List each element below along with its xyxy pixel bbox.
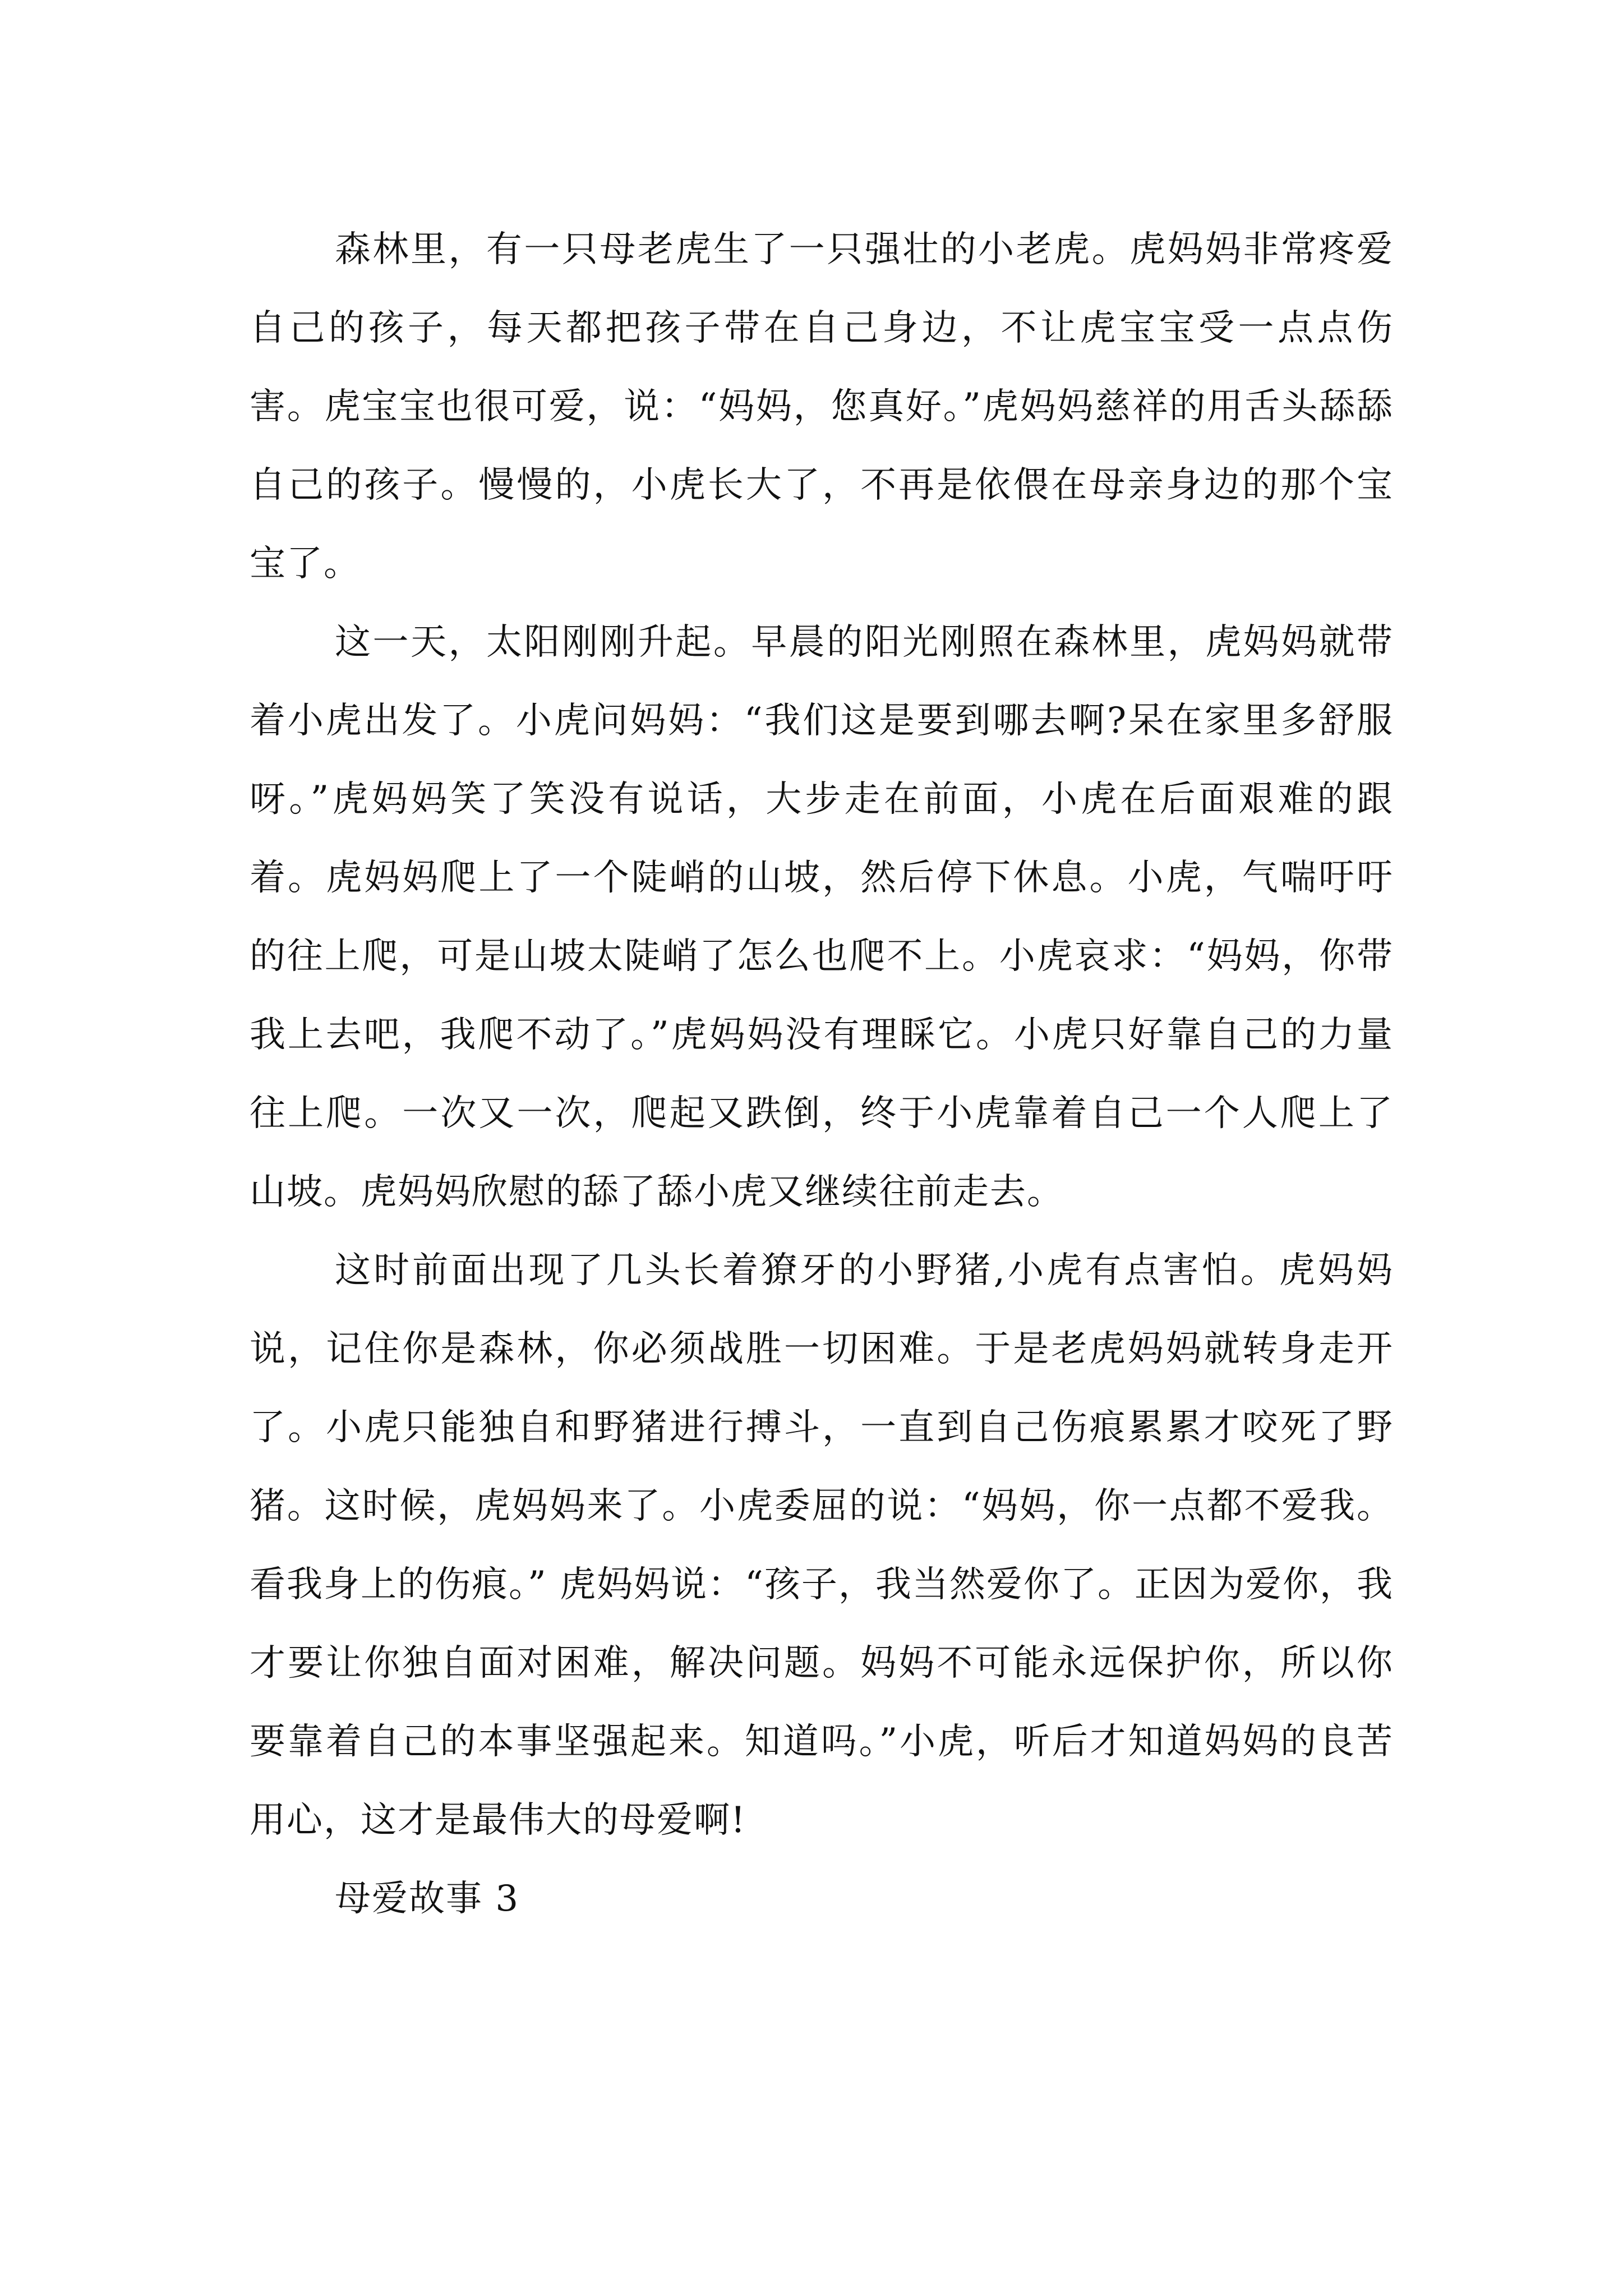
paragraph-1: 森林里，有一只母老虎生了一只强壮的小老虎。虎妈妈非常疼爱自己的孩子，每天都把孩子带在自己身边，不让虎宝宝受一点点伤害。虎宝宝也很可爱，说：“妈妈，您真好。”虎妈妈慈祥的用舌头舔舔自己的孩子。慢慢的，小虎长大了，不再是依偎在母亲身边的那个宝宝了。 (250, 229, 1394, 585)
section-heading: 母爱故事 3 (335, 1878, 520, 1920)
paragraph-2: 这一天，太阳刚刚升起。早晨的阳光刚照在森林里，虎妈妈就带着小虎出发了。小虎问妈妈：“我们这是要到哪去啊?呆在家里多舒服呀。”虎妈妈笑了笑没有说话，大步走在前面，小虎在后面艰难的跟着。虎妈妈爬上了一个陡峭的山坡，然后停下休息。小虎，气喘吁吁的往上爬，可是山坡太陡峭了怎么也爬不上。小虎哀求：“妈妈，你带我上去吧，我爬不动了。”虎妈妈没有理睬它。小虎只好靠自己的力量往上爬。一次又一次，爬起又跌倒，终于小虎靠着自己一个人爬上了山坡。虎妈妈欣慰的舔了舔小虎又继续往前走去。 (250, 622, 1394, 1213)
paragraph-3: 这时前面出现了几头长着獠牙的小野猪,小虎有点害怕。虎妈妈说，记住你是森林，你必须战胜一切困难。于是老虎妈妈就转身走开了。小虎只能独自和野猪进行搏斗，一直到自己伤痕累累才咬死了野猪。这时候，虎妈妈来了。小虎委屈的说：“妈妈，你一点都不爱我。看我身上的伤痕。” 虎妈妈说：“孩子，我当然爱你了。正因为爱你，我才要让你独自面对困难，解决问题。妈妈不可能永远保护你，所以你要靠着自己的本事坚强起来。知道吗。”小虎，听后才知道妈妈的良苦用心，这才是最伟大的母爱啊! (250, 1250, 1394, 1841)
document-body (250, 210, 1394, 1938)
